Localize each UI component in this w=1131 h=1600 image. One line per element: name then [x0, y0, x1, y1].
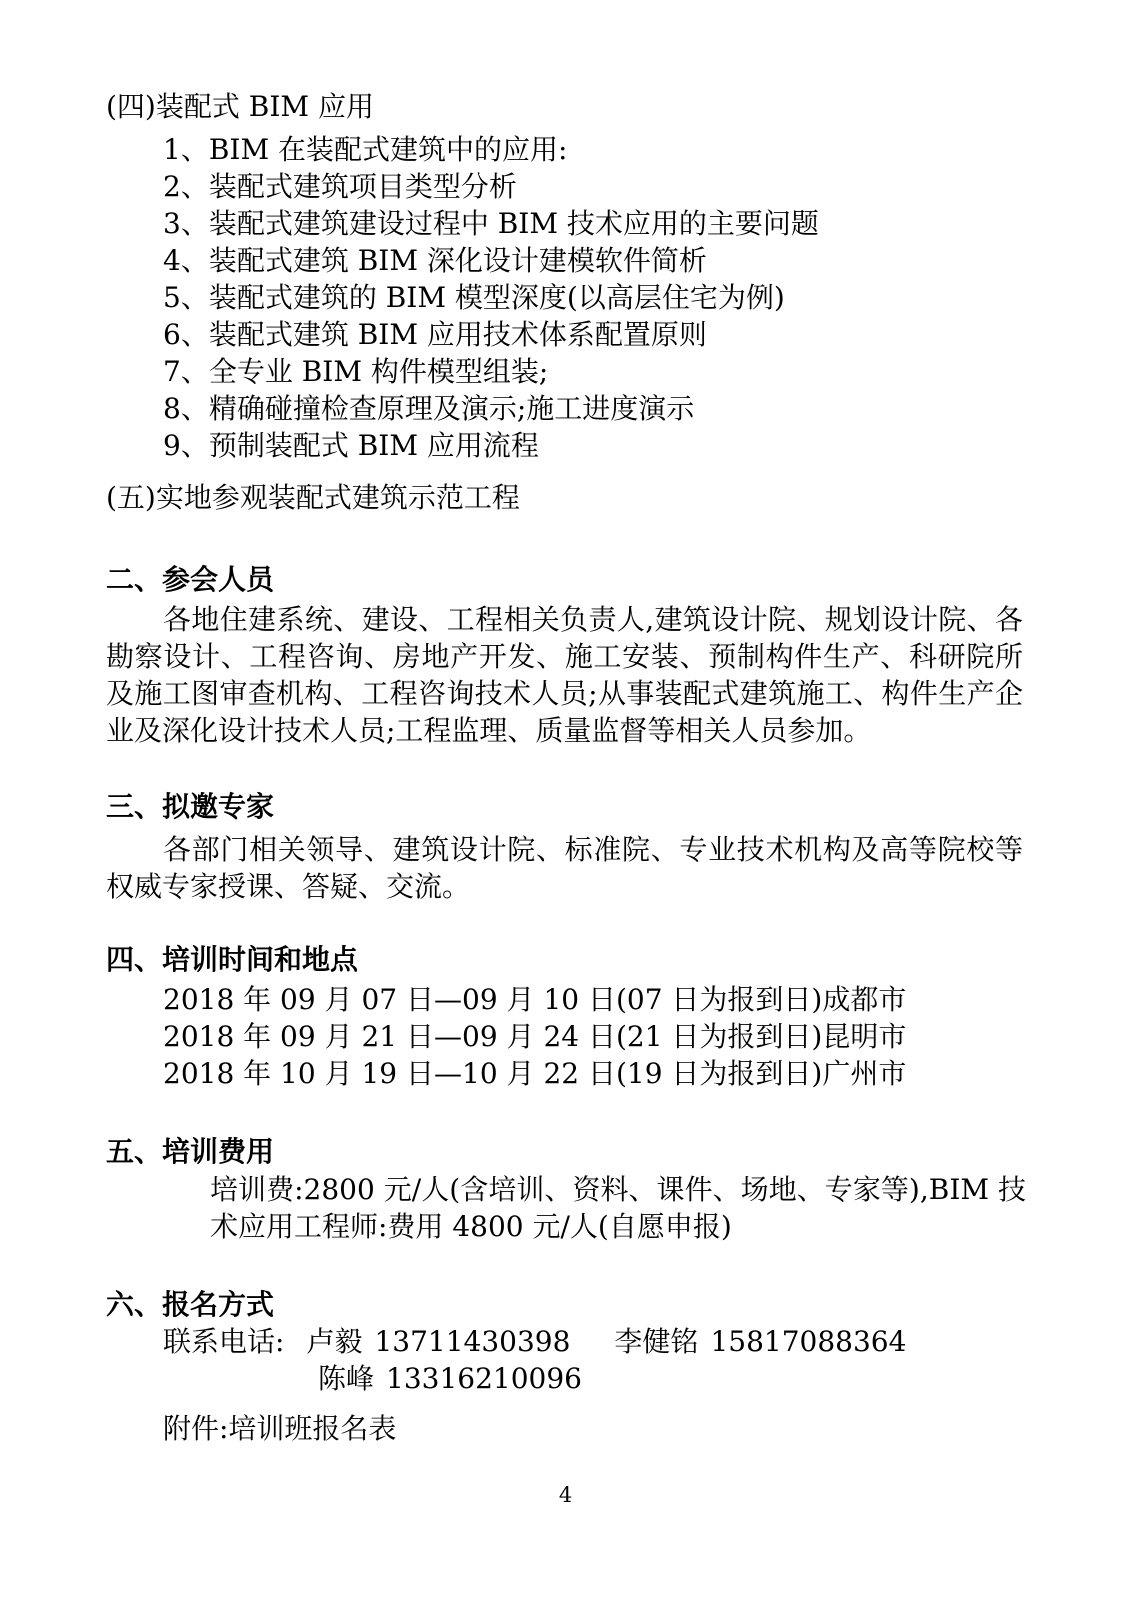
outline-item-6: 6、装配式建筑 BIM 应用技术体系配置原则	[163, 318, 707, 351]
outline-item-5: 5、装配式建筑的 BIM 模型深度(以高层住宅为例)	[163, 281, 785, 314]
schedule-date-kunming: 2018 年 09 月 21 日—09 月 24 日(21 日为报到日)昆明市	[163, 1020, 907, 1053]
contact-row-1	[163, 1323, 1023, 1360]
attachment-note: 附件:培训班报名表	[163, 1412, 397, 1445]
outline-item-1: 1、BIM 在装配式建筑中的应用:	[163, 133, 568, 166]
contact-name: 卢毅	[306, 1325, 363, 1358]
contact-phone: 13711430398	[374, 1325, 571, 1358]
experts-paragraph: 各部门相关领导、建筑设计院、标准院、专业技术机构及高等院校等权威专家授课、答疑、交流。	[106, 833, 1023, 903]
section-heading-experts: 三、拟邀专家	[106, 790, 275, 823]
outline-subsection-5-heading: (五)实地参观装配式建筑示范工程	[106, 481, 520, 514]
section-heading-attendees: 二、参会人员	[106, 563, 275, 596]
contact-name: 陈峰	[318, 1362, 375, 1395]
outline-item-2: 2、装配式建筑项目类型分析	[163, 170, 517, 203]
section-heading-schedule: 四、培训时间和地点	[106, 943, 359, 976]
contact-phone: 15817088364	[710, 1325, 907, 1358]
outline-item-9: 9、预制装配式 BIM 应用流程	[163, 429, 539, 462]
outline-item-4: 4、装配式建筑 BIM 深化设计建模软件简析	[163, 244, 707, 277]
fees-paragraph: 培训费:2800 元/人(含培训、资料、课件、场地、专家等),BIM 技术应用工程师:费用 4800 元/人(自愿申报)	[210, 1173, 1026, 1243]
contact-row-2	[318, 1360, 1023, 1397]
page-number: 4	[558, 1483, 573, 1507]
schedule-date-guangzhou: 2018 年 10 月 19 日—10 月 22 日(19 日为报到日)广州市	[163, 1057, 907, 1090]
schedule-date-list	[163, 981, 1023, 1092]
outline-item-7: 7、全专业 BIM 构件模型组装;	[163, 355, 549, 388]
contact-phone: 13316210096	[386, 1362, 582, 1395]
outline-item-3: 3、装配式建筑建设过程中 BIM 技术应用的主要问题	[163, 207, 819, 240]
outline-item-8: 8、精确碰撞检查原理及演示;施工进度演示	[163, 392, 695, 425]
schedule-date-chengdu: 2018 年 09 月 07 日—09 月 10 日(07 日为报到日)成都市	[163, 983, 907, 1016]
contact-label: 联系电话:	[163, 1325, 285, 1358]
outline-subsection-4-heading: (四)装配式 BIM 应用	[106, 90, 374, 123]
attendees-paragraph: 各地住建系统、建设、工程相关负责人,建筑设计院、规划设计院、各勘察设计、工程咨询、房地产开发、施工安装、预制构件生产、科研院所及施工图审查机构、工程咨询技术人员;从事装配式建筑施工、构件生产企业及深化设计技术人员;工程监理、质量监督等相关人员参加。	[106, 603, 1023, 747]
section-heading-fees: 五、培训费用	[106, 1135, 275, 1168]
contact-name: 李健铭	[614, 1325, 699, 1358]
section-heading-registration: 六、报名方式	[106, 1288, 275, 1321]
outline-4-list	[163, 131, 1023, 464]
